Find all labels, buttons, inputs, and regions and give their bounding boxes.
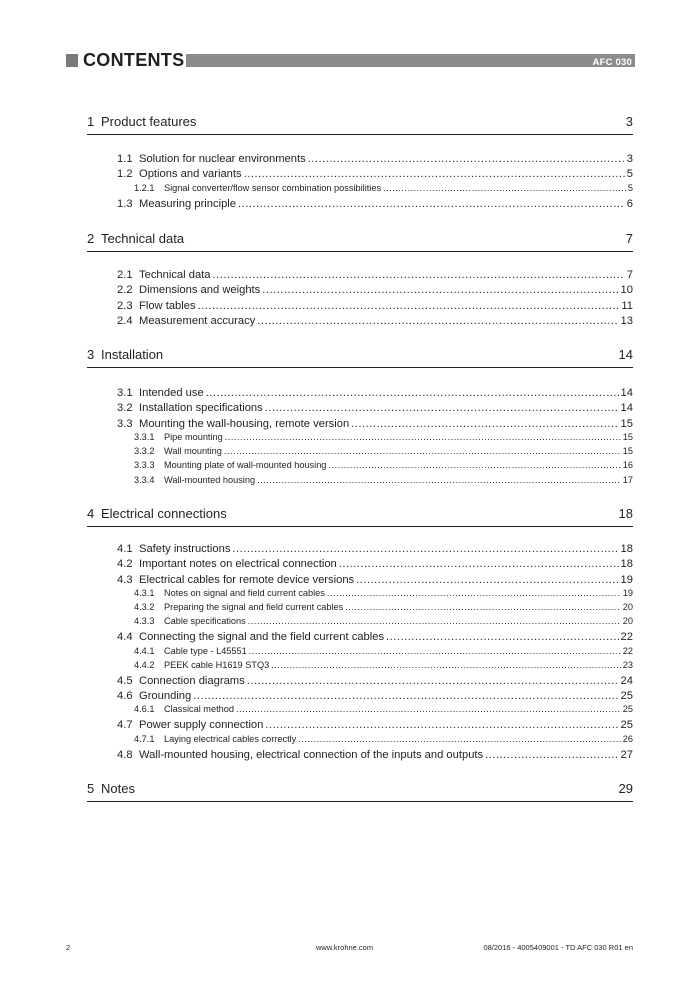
- dot-leader: [386, 631, 619, 643]
- chapter-title: Technical data: [101, 231, 185, 246]
- entry-title: Measurement accuracy: [139, 315, 256, 328]
- dot-leader: [225, 432, 621, 442]
- entry-number: 1.2.1: [134, 182, 155, 193]
- toc-section-entry[interactable]: [117, 168, 633, 180]
- dot-leader: [271, 660, 621, 670]
- chapter-heading[interactable]: [87, 229, 633, 252]
- toc-subsection-entry[interactable]: [134, 704, 633, 714]
- entry-page-number: 20: [622, 616, 633, 627]
- entry-page-number: 22: [622, 645, 633, 656]
- document-code: AFC 030: [592, 57, 632, 68]
- entry-title: Installation specifications: [139, 402, 263, 415]
- entry-page-number: 13: [620, 315, 633, 328]
- dot-leader: [213, 269, 625, 281]
- dot-leader: [249, 646, 621, 656]
- dot-leader: [248, 616, 621, 626]
- entry-number: 3.3.3: [134, 460, 155, 471]
- entry-title: Safety instructions: [139, 543, 231, 555]
- entry-number: 4.4.1: [134, 645, 155, 656]
- entry-page-number: 22: [620, 631, 633, 644]
- dot-leader: [247, 675, 619, 687]
- dot-leader: [265, 402, 619, 414]
- toc-subsection-entry[interactable]: [134, 660, 633, 670]
- chapter-number: 2: [87, 231, 95, 246]
- toc-section-entry[interactable]: [117, 153, 633, 165]
- chapter-number: 4: [87, 506, 95, 521]
- chapter-heading[interactable]: [87, 345, 633, 368]
- toc-section-entry[interactable]: [117, 284, 633, 296]
- dot-leader: [345, 602, 621, 612]
- toc-section-entry[interactable]: [117, 198, 633, 210]
- entry-number: 3.3.2: [134, 446, 155, 457]
- entry-title: Classical method: [164, 704, 234, 715]
- entry-number: 4.4.2: [134, 659, 155, 670]
- entry-title: Cable type - L45551: [164, 645, 247, 656]
- toc-section-entry[interactable]: [117, 749, 633, 761]
- entry-title: Mounting plate of wall-mounted housing: [164, 460, 327, 471]
- entry-page-number: 25: [620, 690, 633, 703]
- toc-section-entry[interactable]: [117, 675, 633, 687]
- entry-title: Preparing the signal and field current cables: [164, 602, 344, 613]
- entry-title: Solution for nuclear environments: [139, 153, 306, 165]
- dot-leader: [328, 460, 620, 470]
- chapter-page-number: 7: [625, 231, 633, 246]
- entry-title: Wall mounting: [164, 446, 222, 457]
- entry-page-number: 23: [622, 659, 633, 670]
- dot-leader: [198, 300, 620, 312]
- dot-leader: [265, 719, 618, 731]
- entry-page-number: 14: [620, 402, 633, 415]
- entry-page-number: 15: [622, 446, 633, 457]
- dot-leader: [356, 574, 618, 586]
- entry-title: Flow tables: [139, 299, 196, 312]
- entry-title: Laying electrical cables correctly: [164, 733, 297, 744]
- chapter-heading[interactable]: [87, 112, 633, 135]
- dot-leader: [232, 543, 618, 555]
- entry-page-number: 25: [622, 704, 633, 715]
- toc-section-entry[interactable]: [117, 387, 633, 399]
- entry-number: 3.3.1: [134, 432, 155, 442]
- entry-page-number: 5: [626, 168, 633, 181]
- entry-number: 4.1: [117, 543, 133, 555]
- toc-subsection-entry[interactable]: [134, 588, 633, 598]
- page-header: [66, 52, 635, 70]
- entry-number: 4.3.2: [134, 602, 155, 613]
- chapter-heading[interactable]: [87, 504, 633, 527]
- header-marker: [66, 54, 78, 67]
- dot-leader: [238, 198, 625, 210]
- header-bar: [186, 54, 635, 67]
- toc-subsection-entry[interactable]: [134, 734, 633, 744]
- entry-number: 4.7: [117, 719, 133, 732]
- dot-leader: [206, 387, 619, 399]
- dot-leader: [351, 418, 618, 430]
- entry-title: Mounting the wall-housing, remote version: [139, 417, 350, 430]
- entry-page-number: 27: [620, 748, 633, 761]
- entry-title: Dimensions and weights: [139, 284, 261, 297]
- toc-subsection-entry[interactable]: [134, 646, 633, 656]
- entry-page-number: 26: [622, 733, 633, 744]
- entry-number: 4.2: [117, 558, 133, 571]
- chapter-page-number: 18: [618, 506, 633, 521]
- entry-title: Wall-mounted housing: [164, 474, 256, 485]
- entry-number: 1.1: [117, 153, 133, 165]
- toc-section-entry[interactable]: [117, 543, 633, 555]
- entry-number: 1.3: [117, 197, 133, 210]
- entry-number: 2.2: [117, 284, 133, 297]
- entry-page-number: 19: [620, 573, 633, 586]
- chapter-title: Product features: [101, 114, 197, 129]
- chapter-heading[interactable]: [87, 779, 633, 802]
- entry-title: Cable specifications: [164, 616, 246, 627]
- toc-section-entry[interactable]: [117, 300, 633, 312]
- entry-title: Options and variants: [139, 168, 242, 181]
- dot-leader: [262, 284, 618, 296]
- dot-leader: [383, 183, 626, 193]
- toc-section-entry[interactable]: [117, 315, 633, 327]
- entry-title: Measuring principle: [139, 197, 237, 210]
- entry-number: 4.5: [117, 674, 133, 687]
- entry-number: 3.3: [117, 417, 133, 430]
- toc-subsection-entry[interactable]: [134, 475, 633, 485]
- toc-section-entry[interactable]: [117, 631, 633, 643]
- dot-leader: [308, 153, 625, 165]
- entry-number: 4.8: [117, 748, 133, 761]
- entry-page-number: 15: [622, 432, 633, 442]
- entry-number: 4.4: [117, 631, 133, 644]
- entry-title: Connecting the signal and the field current cables: [139, 631, 385, 644]
- entry-number: 4.3.3: [134, 616, 155, 627]
- entry-page-number: 25: [620, 719, 633, 732]
- dot-leader: [236, 704, 621, 714]
- chapter-page-number: 3: [625, 114, 633, 129]
- chapter-number: 1: [87, 114, 95, 129]
- entry-title: Electrical cables for remote device versions: [139, 573, 355, 586]
- entry-title: Wall-mounted housing, electrical connection of the inputs and outputs: [139, 748, 484, 761]
- entry-number: 2.3: [117, 299, 133, 312]
- entry-title: Intended use: [139, 387, 204, 399]
- toc-section-entry[interactable]: [117, 558, 633, 570]
- toc-section-entry[interactable]: [117, 269, 633, 281]
- entry-page-number: 24: [620, 674, 633, 687]
- entry-page-number: 11: [621, 299, 633, 312]
- dot-leader: [224, 446, 621, 456]
- entry-number: 3.3.4: [134, 474, 155, 485]
- chapter-title: Notes: [101, 781, 135, 796]
- toc-subsection-entry[interactable]: [134, 616, 633, 626]
- page-title: CONTENTS: [83, 50, 185, 70]
- chapter-number: 3: [87, 347, 95, 362]
- entry-title: Technical data: [139, 269, 211, 281]
- toc-subsection-entry[interactable]: [134, 432, 633, 442]
- entry-page-number: 18: [620, 543, 633, 555]
- entry-title: Notes on signal and field current cables: [164, 588, 325, 598]
- entry-page-number: 16: [622, 460, 633, 471]
- entry-number: 4.6: [117, 690, 133, 703]
- toc-section-entry[interactable]: [117, 719, 633, 731]
- entry-page-number: 14: [620, 387, 633, 399]
- chapter-page-number: 14: [618, 347, 633, 362]
- toc-subsection-entry[interactable]: [134, 183, 633, 193]
- entry-page-number: 10: [620, 284, 633, 297]
- chapter-title: Electrical connections: [101, 506, 227, 521]
- entry-number: 1.2: [117, 168, 133, 181]
- footer-document-reference: 08/2016 - 4005409001 - TD AFC 030 R01 en: [483, 943, 633, 952]
- toc-subsection-entry[interactable]: [134, 602, 633, 612]
- entry-page-number: 7: [626, 269, 633, 281]
- entry-number: 4.6.1: [134, 704, 155, 715]
- dot-leader: [339, 558, 619, 570]
- toc-subsection-entry[interactable]: [134, 446, 633, 456]
- entry-title: Pipe mounting: [164, 432, 223, 442]
- entry-page-number: 17: [622, 474, 633, 485]
- toc-section-entry[interactable]: [117, 402, 633, 414]
- entry-page-number: 3: [626, 153, 633, 165]
- entry-number: 4.3: [117, 573, 133, 586]
- dot-leader: [193, 690, 618, 702]
- entry-page-number: 5: [627, 182, 633, 193]
- entry-title: Important notes on electrical connection: [139, 558, 337, 571]
- entry-title: Signal converter/flow sensor combination possibilities: [164, 182, 382, 193]
- toc-section-entry[interactable]: [117, 690, 633, 702]
- entry-number: 3.2: [117, 402, 133, 415]
- entry-page-number: 6: [626, 197, 633, 210]
- entry-page-number: 18: [620, 558, 633, 571]
- chapter-number: 5: [87, 781, 95, 796]
- entry-title: PEEK cable H1619 STQ3: [164, 659, 270, 670]
- chapter-title: Installation: [101, 347, 164, 362]
- footer-website[interactable]: www.krohne.com: [316, 943, 374, 952]
- footer-page-number: 2: [66, 943, 71, 952]
- dot-leader: [244, 168, 625, 180]
- toc-section-entry[interactable]: [117, 574, 633, 586]
- dot-leader: [257, 475, 621, 485]
- dot-leader: [327, 588, 621, 598]
- entry-title: Connection diagrams: [139, 674, 245, 687]
- entry-page-number: 15: [620, 417, 633, 430]
- entry-number: 4.7.1: [134, 733, 155, 744]
- dot-leader: [257, 315, 618, 327]
- toc-section-entry[interactable]: [117, 418, 633, 430]
- entry-page-number: 19: [622, 588, 633, 598]
- entry-page-number: 20: [622, 602, 633, 613]
- dot-leader: [485, 749, 618, 761]
- entry-number: 3.1: [117, 387, 133, 399]
- entry-number: 4.3.1: [134, 588, 155, 598]
- chapter-page-number: 29: [618, 781, 633, 796]
- entry-number: 2.4: [117, 315, 133, 328]
- entry-title: Power supply connection: [139, 719, 264, 732]
- dot-leader: [298, 734, 621, 744]
- toc-subsection-entry[interactable]: [134, 460, 633, 470]
- entry-number: 2.1: [117, 269, 133, 281]
- entry-title: Grounding: [139, 690, 192, 703]
